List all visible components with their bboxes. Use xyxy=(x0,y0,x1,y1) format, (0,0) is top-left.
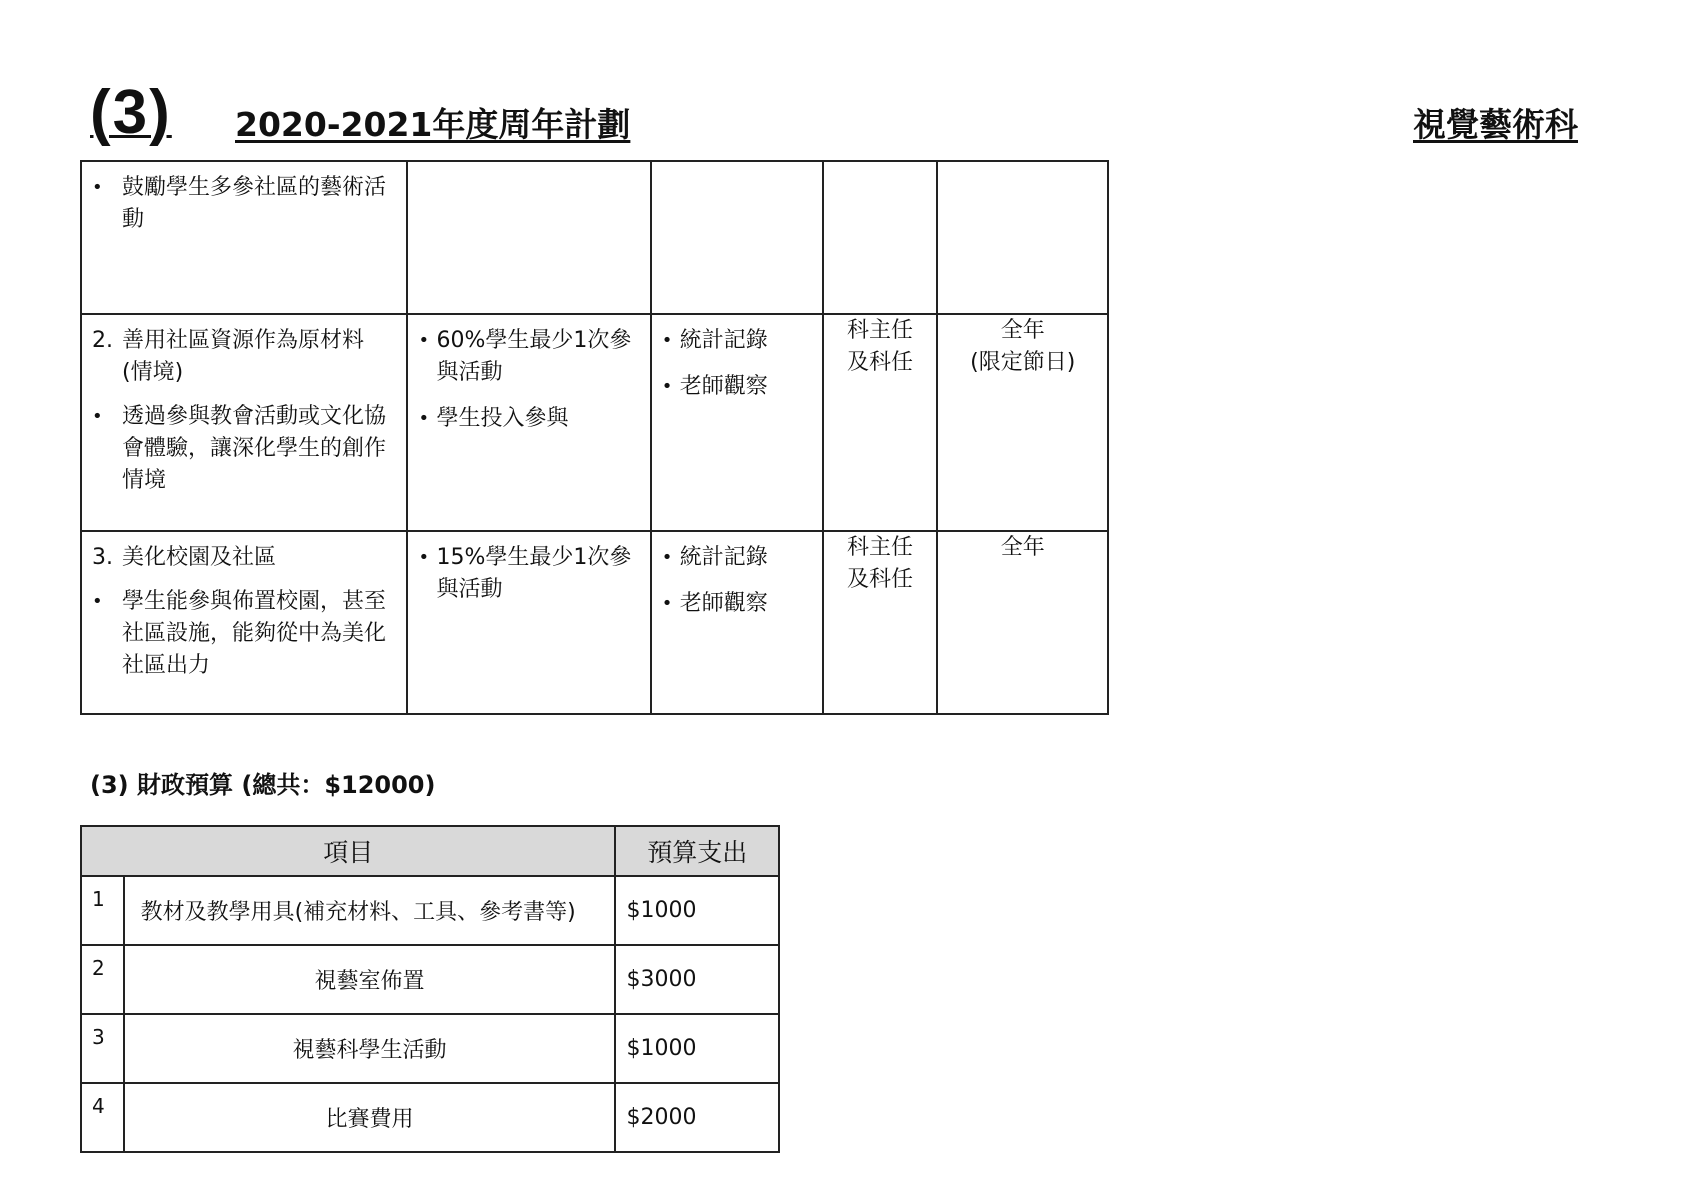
criteria-item: • 15%學生最少1次參與活動 xyxy=(408,532,649,606)
budget-table xyxy=(80,825,780,1153)
budget-item: 比賽費用 xyxy=(124,1083,616,1152)
strategy-cell xyxy=(81,161,407,314)
table-row xyxy=(81,876,779,945)
method-item: • 統計記錄 xyxy=(652,315,822,357)
budget-cost: $2000 xyxy=(615,1083,779,1152)
row-number: 3 xyxy=(81,1014,124,1083)
bullet-icon: • xyxy=(418,330,430,351)
budget-cost: $1000 xyxy=(615,1014,779,1083)
budget-cost: $1000 xyxy=(615,876,779,945)
method-cell xyxy=(651,531,823,714)
budget-heading: (3) 財政預算 (總共：$12000) xyxy=(90,771,436,799)
subject-title: 視覺藝術科 xyxy=(1413,105,1578,144)
annual-plan-table xyxy=(80,160,1109,715)
time-cell: 全年 xyxy=(937,531,1108,714)
bullet-icon: • xyxy=(92,177,103,198)
criteria-cell xyxy=(407,314,650,531)
time-cell: 全年 (限定節日) xyxy=(937,314,1108,531)
bullet-item xyxy=(82,389,406,497)
row-number: 1 xyxy=(81,876,124,945)
bullet-icon: • xyxy=(661,547,673,568)
bullet-text: 學生能參與佈置校園，甚至社區設施，能夠從中為美化社區出力 xyxy=(122,589,387,678)
bullet-icon: • xyxy=(92,406,103,427)
section-number: (3) xyxy=(90,78,172,147)
bullet-item xyxy=(82,574,406,682)
strategy-cell xyxy=(81,314,407,531)
bullet-icon: • xyxy=(418,547,430,568)
person-cell: 科主任 及科任 xyxy=(823,314,938,531)
budget-item: 視藝科學生活動 xyxy=(124,1014,616,1083)
table-row xyxy=(81,1083,779,1152)
bullet-icon: • xyxy=(661,593,673,614)
bullet-icon: • xyxy=(661,376,673,397)
plan-row-2 xyxy=(81,314,1108,531)
bullet-text: 鼓勵學生多參社區的藝術活動 xyxy=(122,175,387,232)
plan-row-1 xyxy=(81,161,1108,314)
table-row xyxy=(81,1014,779,1083)
bullet-item xyxy=(82,162,406,236)
budget-item: 視藝室佈置 xyxy=(124,945,616,1014)
strategy-heading: 3. 美化校園及社區 xyxy=(92,545,277,570)
method-item: • 老師觀察 xyxy=(652,574,822,620)
time-cell xyxy=(937,161,1108,314)
bullet-icon: • xyxy=(418,408,430,429)
bullet-icon: • xyxy=(92,591,103,612)
page-title: 2020-2021年度周年計劃 xyxy=(235,105,631,144)
person-cell xyxy=(823,161,938,314)
bullet-text: 透過參與教會活動或文化協會體驗，讓深化學生的創作情境 xyxy=(122,404,387,493)
person-cell: 科主任 及科任 xyxy=(823,531,938,714)
criteria-item: • 學生投入參與 xyxy=(408,389,649,435)
criteria-item: • 60%學生最少1次參與活動 xyxy=(408,315,649,389)
strategy-cell xyxy=(81,531,407,714)
row-number: 2 xyxy=(81,945,124,1014)
budget-cost: $3000 xyxy=(615,945,779,1014)
criteria-cell xyxy=(407,161,650,314)
row-number: 4 xyxy=(81,1083,124,1152)
method-item: • 統計記錄 xyxy=(652,532,822,574)
criteria-cell xyxy=(407,531,650,714)
method-cell xyxy=(651,314,823,531)
budget-item: 教材及教學用具(補充材料、工具、參考書等) xyxy=(124,876,616,945)
table-row xyxy=(81,945,779,1014)
bullet-icon: • xyxy=(661,330,673,351)
method-cell xyxy=(651,161,823,314)
method-item: • 老師觀察 xyxy=(652,357,822,403)
budget-col-cost: 預算支出 xyxy=(615,826,779,876)
budget-header-row xyxy=(81,826,779,876)
strategy-heading: 2. 善用社區資源作為原材料(情境) xyxy=(92,328,365,385)
plan-row-3 xyxy=(81,531,1108,714)
budget-col-item: 項目 xyxy=(81,826,615,876)
